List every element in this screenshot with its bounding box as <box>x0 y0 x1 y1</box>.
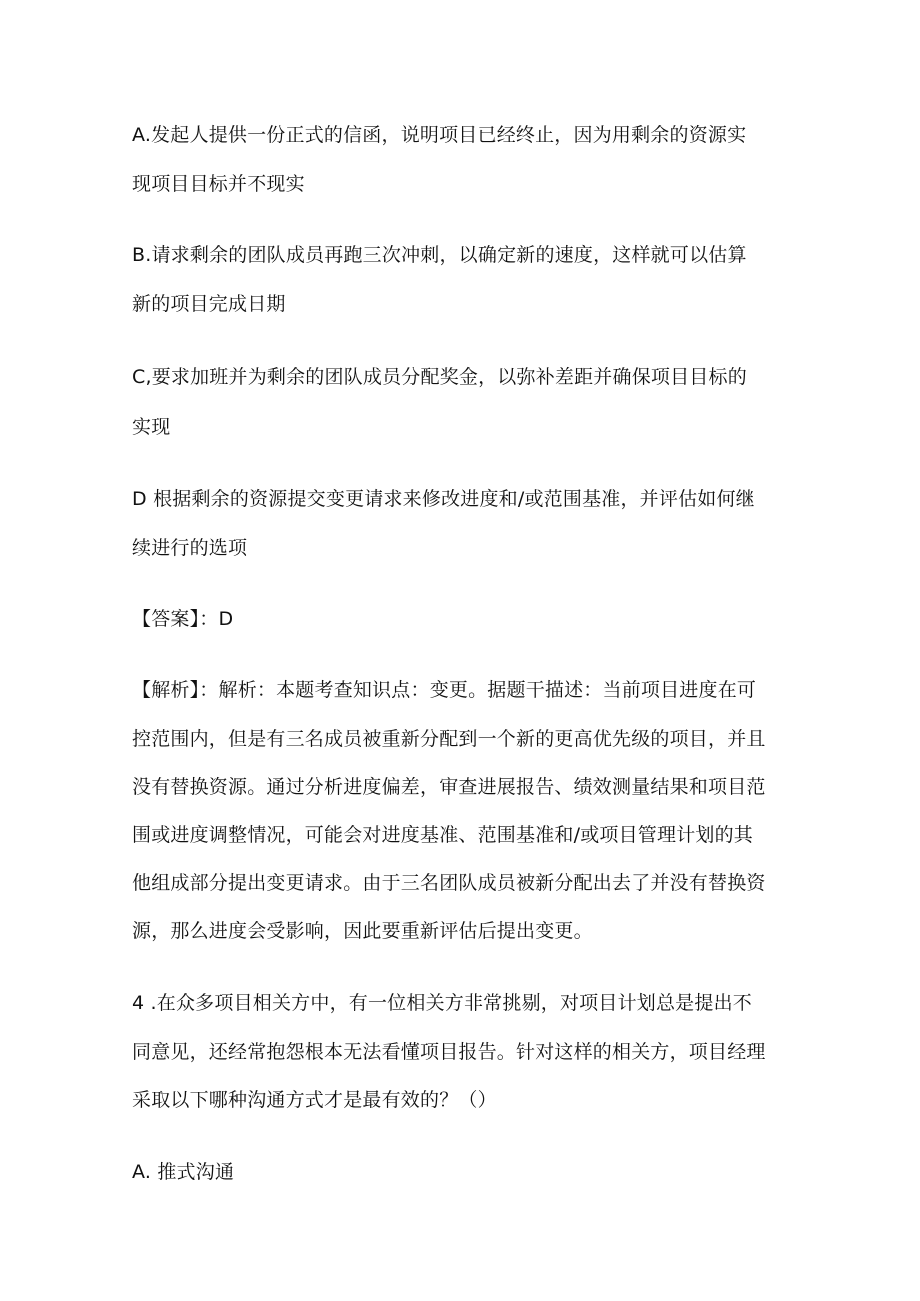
analysis-line-3: 没有替换资源。通过分析进度偏差，审查进展报告、绩效测量结果和项目范 <box>132 776 766 798</box>
question-line-3: 采取以下哪种沟通方式才是最有效的？（） <box>132 1089 497 1111</box>
analysis-line-2: 控范围内，但是有三名成员被重新分配到一个新的更高优先级的项目，并且 <box>132 728 766 750</box>
question-line-1: 4 .在众多项目相关方中，有一位相关方非常挑剔，对项目计划总是提出不 <box>132 992 752 1014</box>
analysis-line-1: 【解析】：解析：本题考查知识点：变更。据题干描述：当前项目进度在可 <box>132 679 757 701</box>
option-c-line-1: C,要求加班并为剩余的团队成员分配奖金，以弥补差距并确保项目目标的 <box>132 366 747 388</box>
option-d-line-1: D 根据剩余的资源提交变更请求来修改进度和/或范围基准，并评估如何继 <box>132 488 755 510</box>
analysis-line-4: 围或进度调整情况，可能会对进度基准、范围基准和/或项目管理计划的其 <box>132 824 754 846</box>
answer-line: 【答案】：D <box>132 608 234 630</box>
option-a-line-1: A.发起人提供一份正式的信函，说明项目已经终止，因为用剩余的资源实 <box>132 124 747 146</box>
next-option-a: A. 推式沟通 <box>132 1161 235 1183</box>
option-b-line-2: 新的项目完成日期 <box>132 293 286 315</box>
analysis-line-6: 源，那么进度会受影响，因此要重新评估后提出变更。 <box>132 920 593 942</box>
option-b-line-1: B.请求剩余的团队成员再跑三次冲刺，以确定新的速度，这样就可以估算 <box>132 244 747 266</box>
option-d-line-2: 续进行的选项 <box>132 537 248 559</box>
question-line-2: 同意见，还经常抱怨根本无法看懂项目报告。针对这样的相关方，项目经理 <box>132 1041 766 1063</box>
analysis-line-5: 他组成部分提出变更请求。由于三名团队成员被新分配出去了并没有替换资 <box>132 872 766 894</box>
option-c-line-2: 实现 <box>132 416 171 438</box>
option-a-line-2: 现项目目标并不现实 <box>132 173 305 195</box>
